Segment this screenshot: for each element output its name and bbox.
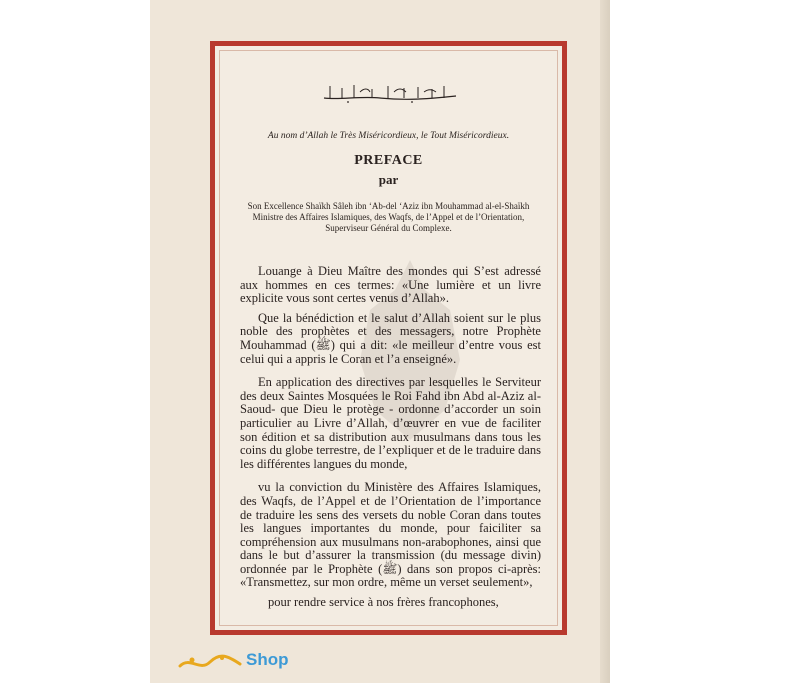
byline-line: Superviseur Général du Complexe.	[325, 223, 452, 233]
invocation-line: Au nom d’Allah le Très Miséricordieux, le Tout Miséricordieux.	[267, 131, 510, 141]
preface-body	[240, 265, 541, 616]
paragraph: En application des directives par lesquelles le Serviteur des deux Saintes Mosquées le Roi Fahd ibn Abd al-Aziz al-Saoud- que Dieu le protège - ordonne d’accorder un soin particulier au Livre d’Allah, d’œuvrer en vue de faciliter son édition et sa distribution aux musulmans dans tous les coins du globe terrestre, de l’expliquer et de le traduire dans les différentes langues du monde,	[240, 375, 541, 471]
bismillah-calligraphy-icon	[320, 82, 460, 104]
shop-logo-text[interactable]: Shop	[246, 650, 289, 669]
paragraph: pour rendre service à nos frères francophones,	[268, 595, 499, 610]
byline-line: Son Excellence Shaïkh Sâleh ibn ‘Ab-del ‘Aziz ibn Mouhammad al-el-Shaïkh	[247, 201, 530, 211]
paragraph: Que la bénédiction et le salut d’Allah soient sur le plus noble des prophètes et des messagers, notre Prophète Mouhammad (ﷺ) qui a dit: «le meilleur d’entre vous est celui qui a appris le Coran et l’a enseigné».	[240, 310, 541, 366]
byline-line: Ministre des Affaires Islamiques, des Waqfs, de l’Appel et de l’Orientation,	[252, 212, 525, 222]
author-byline	[226, 201, 551, 234]
shop-logo-swirl-icon	[178, 652, 308, 674]
page-title: PREFACE	[354, 153, 423, 168]
paragraph: vu la conviction du Ministère des Affaires Islamiques, des Waqfs, de l’Appel et de l’Orientation de l’importance de traduire les sens des versets du noble Coran dans toutes les langues importantes du monde, pour faiciliter sa compréhension aux musulmans non-arabophones, ainsi que dans le but d’assurer la transmission (du message divin) ordonnée par le Prophète (ﷺ) dans son propos ci-après: «Transmettez, sur mon ordre, même un verset seulement»,	[240, 480, 542, 590]
page-edge-shadow	[600, 0, 610, 683]
paragraph: Louange à Dieu Maître des mondes qui S’est adressé aux hommes en ces termes: «Une lumière et un livre explicite vous sont certes venus d’Allah».	[240, 264, 541, 306]
page-subtitle: par	[378, 172, 399, 187]
